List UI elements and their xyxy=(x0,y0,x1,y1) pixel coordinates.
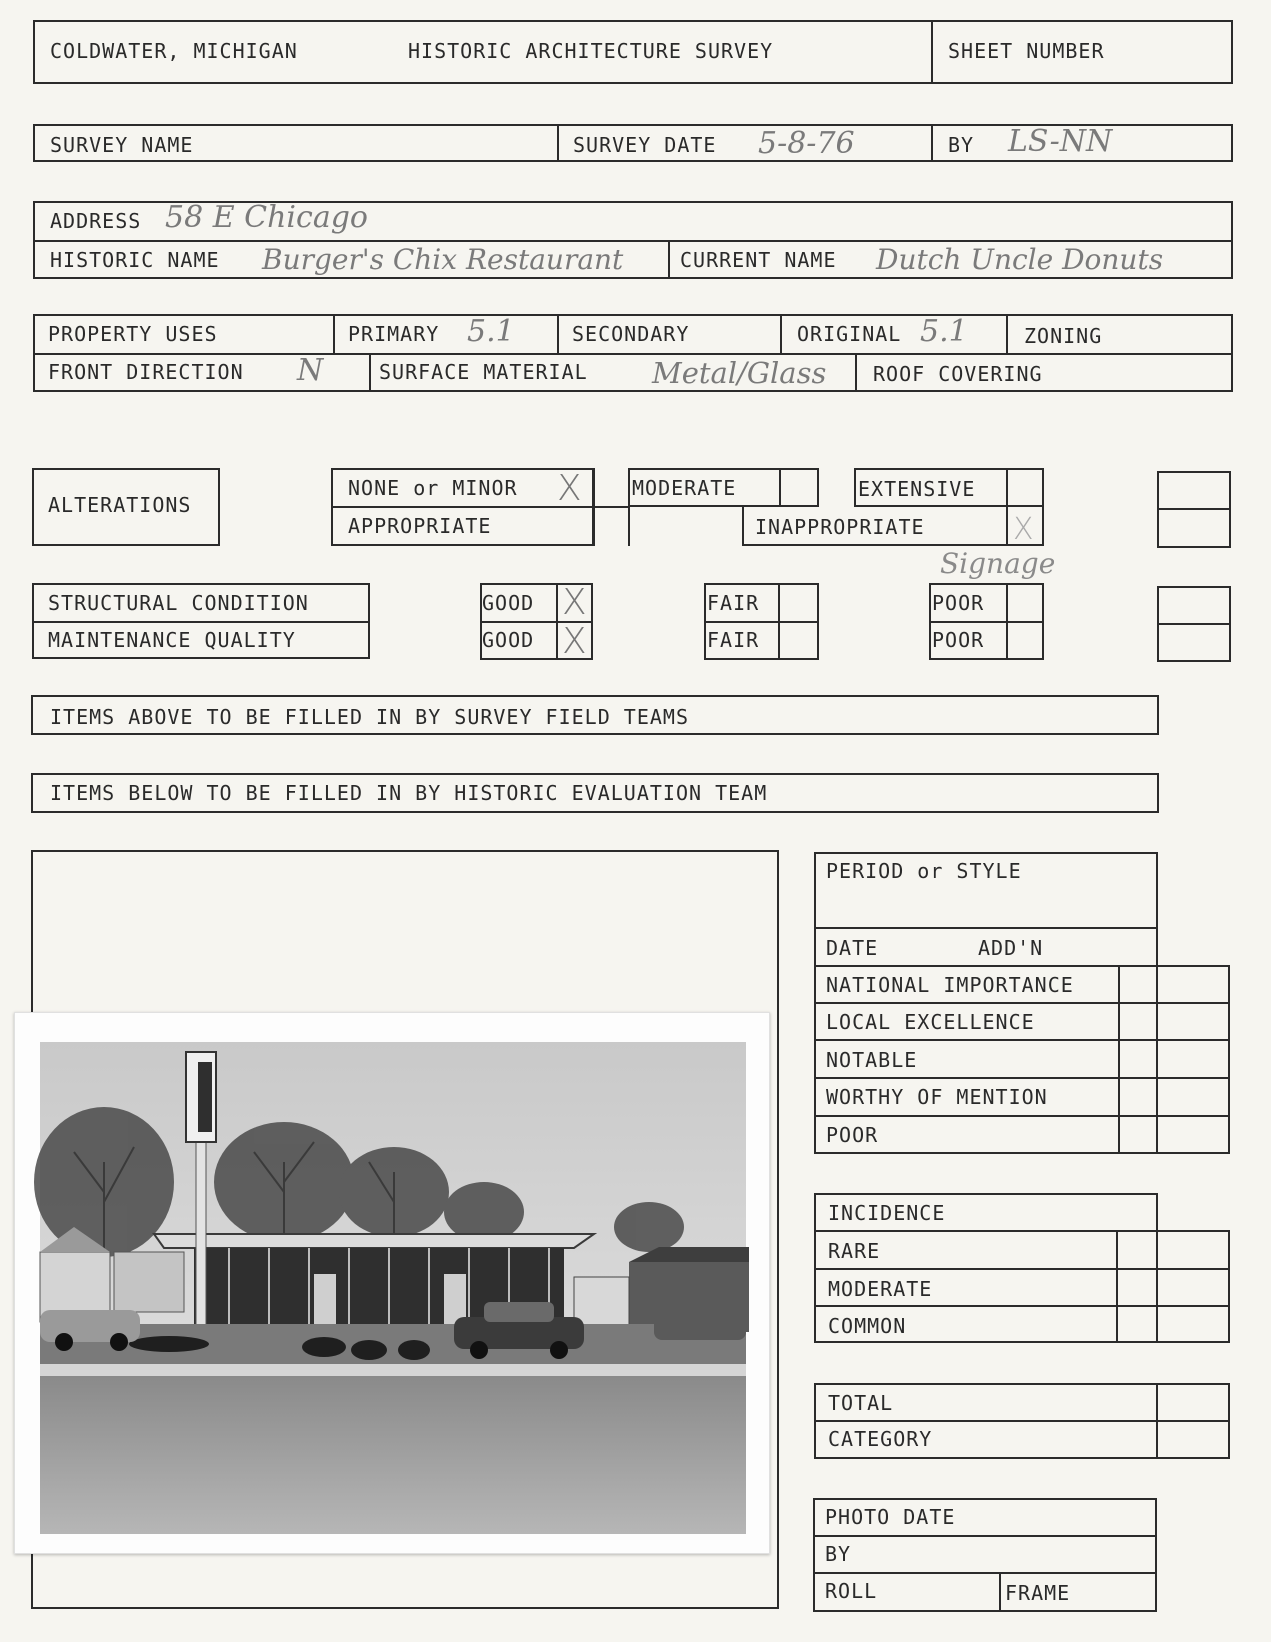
inappropriate-mark: X xyxy=(1013,512,1034,547)
roof-covering-label: ROOF COVERING xyxy=(873,362,1043,386)
photo-image xyxy=(14,1012,770,1554)
structural-good-label: GOOD xyxy=(482,591,535,615)
incidence-moderate-label: MODERATE xyxy=(828,1277,933,1301)
category-label: CATEGORY xyxy=(828,1427,933,1451)
alterations-label: ALTERATIONS xyxy=(48,493,192,517)
primary-value: 5.1 xyxy=(467,314,515,349)
building-photo xyxy=(14,1012,770,1554)
period-style-label: PERIOD or STYLE xyxy=(826,859,1022,883)
property-uses-label: PROPERTY USES xyxy=(48,322,218,346)
original-value: 5.1 xyxy=(920,314,968,349)
none-minor-mark: X xyxy=(557,468,582,509)
note-above: ITEMS ABOVE TO BE FILLED IN BY SURVEY FIELD TEAMS xyxy=(50,705,690,729)
current-name-value: Dutch Uncle Donuts xyxy=(876,243,1164,276)
photo-by-label: BY xyxy=(825,1542,852,1566)
survey-by-label: BY xyxy=(948,133,975,157)
maintenance-poor-label: POOR xyxy=(932,628,985,652)
historic-name-value: Burger's Chix Restaurant xyxy=(262,243,624,276)
notable-label: NOTABLE xyxy=(826,1048,918,1072)
rare-label: RARE xyxy=(828,1239,881,1263)
front-direction-value: N xyxy=(297,353,324,388)
structural-poor-label: POOR xyxy=(932,591,985,615)
survey-date-label: SURVEY DATE xyxy=(573,133,717,157)
address-label: ADDRESS xyxy=(50,209,142,233)
surface-material-label: SURFACE MATERIAL xyxy=(379,360,588,384)
survey-by-value: LS-NN xyxy=(1008,124,1113,159)
inappropriate-note: Signage xyxy=(940,547,1056,580)
structural-condition-label: STRUCTURAL CONDITION xyxy=(48,591,309,615)
none-minor-label: NONE or MINOR xyxy=(348,476,518,500)
header-title: HISTORIC ARCHITECTURE SURVEY xyxy=(408,39,774,63)
secondary-label: SECONDARY xyxy=(572,322,690,346)
front-direction-label: FRONT DIRECTION xyxy=(48,360,244,384)
inappropriate-label: INAPPROPRIATE xyxy=(755,515,925,539)
survey-name-label: SURVEY NAME xyxy=(50,133,194,157)
primary-label: PRIMARY xyxy=(348,322,440,346)
total-label: TOTAL xyxy=(828,1391,894,1415)
maintenance-quality-label: MAINTENANCE QUALITY xyxy=(48,628,296,652)
extensive-label: EXTENSIVE xyxy=(858,477,976,501)
local-excellence-label: LOCAL EXCELLENCE xyxy=(826,1010,1035,1034)
address-value: 58 E Chicago xyxy=(165,200,368,235)
worthy-of-mention-label: WORTHY OF MENTION xyxy=(826,1085,1048,1109)
historic-name-label: HISTORIC NAME xyxy=(50,248,220,272)
moderate-label: MODERATE xyxy=(632,476,737,500)
incidence-label: INCIDENCE xyxy=(828,1201,946,1225)
appropriate-label: APPROPRIATE xyxy=(348,514,492,538)
surface-material-value: Metal/Glass xyxy=(652,356,827,390)
maintenance-fair-label: FAIR xyxy=(707,628,760,652)
eval-poor-label: POOR xyxy=(826,1123,879,1147)
original-label: ORIGINAL xyxy=(797,322,902,346)
zoning-label: ZONING xyxy=(1024,324,1103,348)
maintenance-good-label: GOOD xyxy=(482,628,535,652)
date-label: DATE xyxy=(826,936,879,960)
structural-fair-label: FAIR xyxy=(707,591,760,615)
maintenance-good-mark: X xyxy=(562,621,587,662)
structural-good-mark: X xyxy=(562,582,587,623)
common-label: COMMON xyxy=(828,1314,907,1338)
note-below: ITEMS BELOW TO BE FILLED IN BY HISTORIC EVALUATION TEAM xyxy=(50,781,768,805)
roll-label: ROLL xyxy=(825,1579,878,1603)
sheet-number-label: SHEET NUMBER xyxy=(948,39,1105,63)
addn-label: ADD'N xyxy=(978,936,1044,960)
header-city: COLDWATER, MICHIGAN xyxy=(50,39,298,63)
frame-label: FRAME xyxy=(1005,1581,1071,1605)
national-importance-label: NATIONAL IMPORTANCE xyxy=(826,973,1074,997)
current-name-label: CURRENT NAME xyxy=(680,248,837,272)
survey-date-value: 5-8-76 xyxy=(758,126,855,161)
photo-date-label: PHOTO DATE xyxy=(825,1505,956,1529)
